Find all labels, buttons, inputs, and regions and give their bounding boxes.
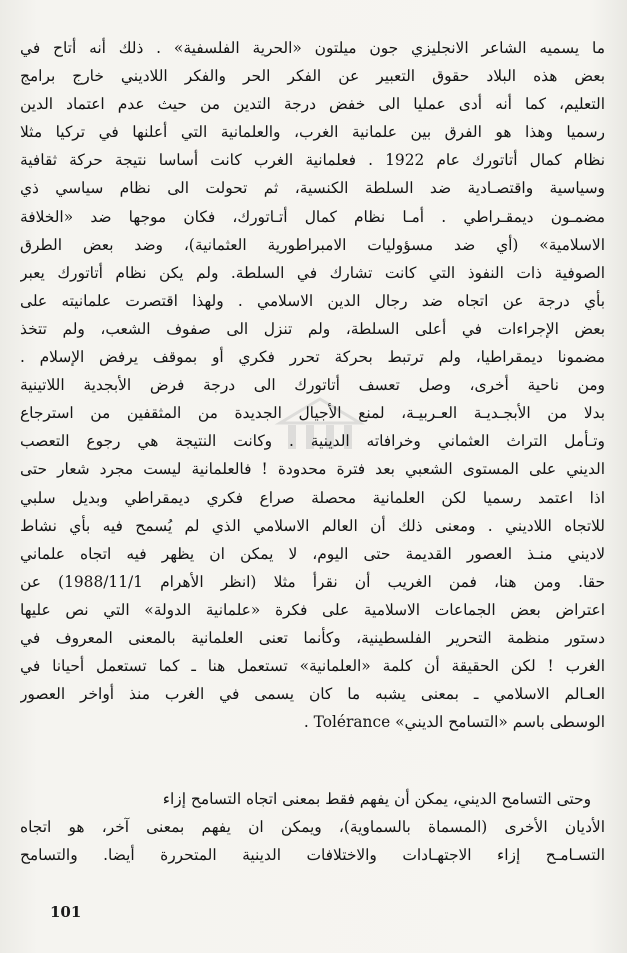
text-line: ما يسميه الشاعر الانجليزي جون ميلتون «الحرية الفلسفية» . ذلك أنه أتاح في <box>20 39 605 57</box>
text-line: حقا. ومن هنا، فمن الغريب أن نقرأ مثلا (انظر الأهرام 1988/11/1) عن <box>20 572 605 591</box>
text-line: بعض هذه البلاد حقوق التعبير عن الفكر الحر والفكر اللاديني خارج برامج <box>20 67 605 86</box>
text-line: دستور منظمة التحرير الفلسطينية، وكأنما تعنى العلمانية بالمعنى المعروف في <box>20 628 605 647</box>
text-line: رسميا وهذا هو الفرق بين علمانية الغرب، والعلمانية التي أعلنها في تركيا مثلا <box>20 123 605 142</box>
text-line: ومن ناحية أخرى، وصل تعسف أتاتورك الى درجة فرض الأبجدية اللاتينية <box>20 376 605 395</box>
text-line: اعتراض بعض الجماعات الاسلامية على فكرة «علمانية الدولة» التي نص عليها <box>20 600 605 619</box>
text-line: مضمونا ديمقراطيا، ولم ترتبط بحركة تحرر فكري أو بموقف يرفض الإسلام . <box>20 348 605 367</box>
text-line: اذا اعتمد رسميا لكن العلمانية محصلة صراع فكري ديمقراطي وبديل سلبي <box>20 488 605 507</box>
text-line: الصوفية ذات النفوذ التي كانت تشارك في السلطة. ولم يكن نظام أتاتورك يعبر <box>20 263 605 282</box>
paragraph-1 <box>20 34 605 736</box>
text-line: لاديني منـذ العصور القديمة حتى اليوم، لا يمكن ان يظهر فيه اتجاه علماني <box>20 544 605 563</box>
text-line: بأي درجة عن اتجاه ضد رجال الدين الاسلامي . ولهذا اقتصرت علمانيته على <box>20 291 605 310</box>
text-line: الديني على المستوى الشعبي بعد فترة محدودة ! فالعلمانية ليست مجرد شعار حتى <box>20 460 605 479</box>
text-line: بعض الإجراءات في أعلى السلطة، ولم تنزل الى صفوف الشعب، ولم تتخذ <box>20 319 605 338</box>
text-line: الوسطى باسم «التسامح الديني» Tolérance . <box>303 713 605 732</box>
text-line: وسياسية واقتصـادية ضد السلطة الكنسية، ثم تحولت الى نظام سياسي ذي <box>20 179 605 198</box>
page-number: 101 <box>50 903 82 921</box>
text-line: وحتى التسامح الديني، يمكن أن يفهم فقط بمعنى اتجاه التسامح إزاء <box>162 790 591 808</box>
text-line: العـالم الاسلامي ـ بمعنى يشبه ما كان يسمى في الغرب منذ أواخر العصور <box>20 685 605 704</box>
text-line: مضمـون ديمقـراطي . أمـا نظام كمال أتـاتورك، فكان موجها ضد «الخلافة <box>20 207 605 226</box>
text-line: نظام كمال أتاتورك عام 1922 . فعلمانية الغرب كانت أساسا نتيجة حركة ثقافية <box>20 151 605 170</box>
text-line: التعليم، كما أنه أدى عمليا الى خفض درجة التدين من حيث عدم اعتماد الدين <box>20 95 605 114</box>
paragraph-2 <box>20 785 605 869</box>
text-line: وتـأمل التراث العثماني وخرافاته الدينية . وكانت النتيجة هي رجوع التعصب <box>20 432 605 451</box>
text-line: بدلا من الأبجـديـة العـربيـة، لمنع الأجيال الجديدة من المثقفين من استرجاع <box>20 404 605 423</box>
text-line: الغرب ! لكن الحقيقة أن كلمة «العلمانية» تستعمل هنا ـ كما تستعمل أحيانا في <box>20 657 605 676</box>
text-line: الاسلامية» (أي ضد مسؤوليات الامبراطورية العثمانية)، وضد بعض الطرق <box>20 235 605 254</box>
text-line: الأديان الأخرى (المسماة بالسماوية)، ويمكن ان يفهم بمعنى آخر، هو اتجاه <box>20 818 605 837</box>
text-line: للاتجاه اللاديني . ومعنى ذلك أن العالم الاسلامي الذي لم يُسمح فيه بأي نشاط <box>20 516 605 535</box>
text-line: التسـامـح إزاء الاجتهـادات والاختلافات الدينية المتحررة أيضا. والتسامح <box>20 846 605 865</box>
